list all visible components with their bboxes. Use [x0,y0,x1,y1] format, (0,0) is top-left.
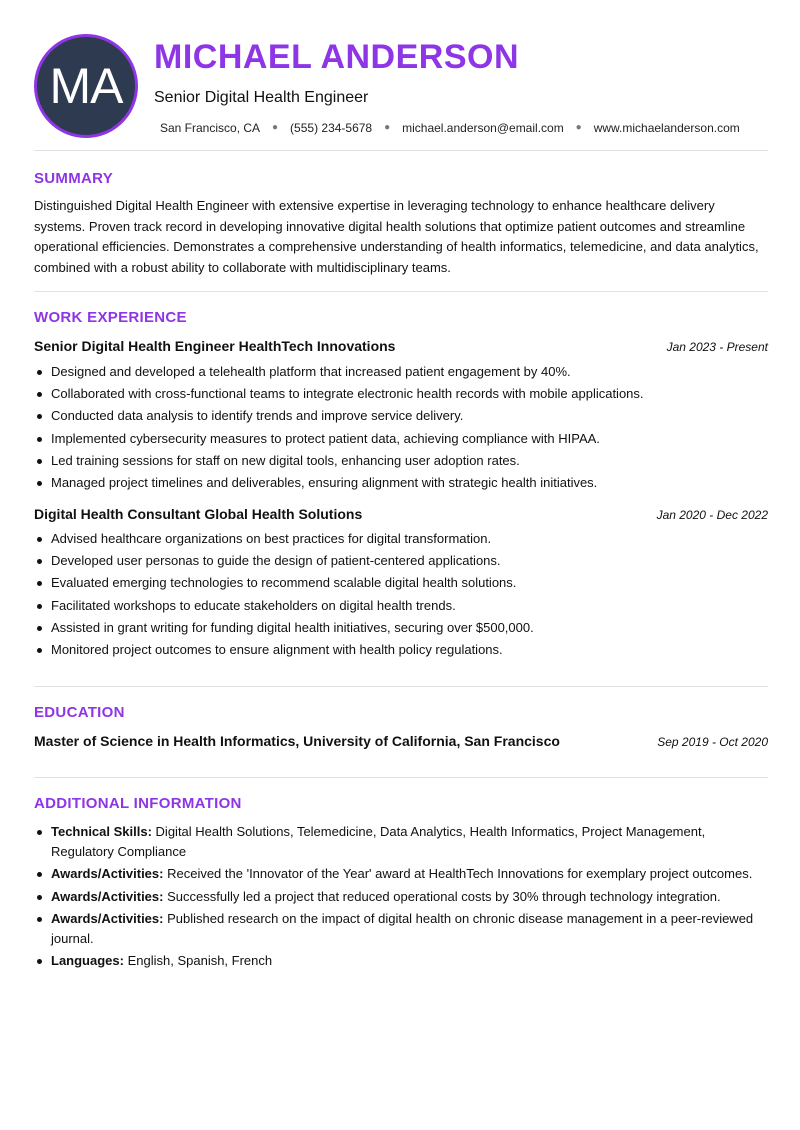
job-bullet-list [34,528,768,661]
info-text: Received the 'Innovator of the Year' award at HealthTech Innovations for exemplary project outcomes. [167,866,753,881]
summary-heading: SUMMARY [34,170,114,187]
section-divider [34,777,768,778]
contact-website[interactable]: www.michaelanderson.com [593,121,740,135]
info-text: Digital Health Solutions, Telemedicine, Data Analytics, Health Informatics, Project Management, Regulatory Compliance [51,824,706,859]
list-item: Collaborated with cross-functional teams to integrate electronic health records with mobile applications. [34,383,768,405]
list-item: Assisted in grant writing for funding digital health initiatives, securing over $500,000. [34,617,768,639]
job-header [34,506,768,524]
list-item [34,909,768,948]
info-text: English, Spanish, French [127,953,273,968]
list-item: Conducted data analysis to identify trends and improve service delivery. [34,405,768,427]
info-label: Languages: [51,953,124,968]
info-label: Awards/Activities: [51,911,164,926]
list-item: Implemented cybersecurity measures to protect patient data, achieving compliance with HIPAA. [34,428,768,450]
list-item: Monitored project outcomes to ensure alignment with health policy regulations. [34,639,768,661]
list-item: Developed user personas to guide the design of patient-centered applications. [34,550,768,572]
resume-header [34,34,768,138]
additional-info-list [34,822,768,974]
job-date: Jan 2020 - Dec 2022 [656,508,768,522]
list-item: Designed and developed a telehealth platform that increased patient engagement by 40%. [34,361,768,383]
bullet-separator-icon: ● [575,122,582,133]
section-divider [34,291,768,292]
section-divider [34,686,768,687]
list-item: Managed project timelines and deliverables, ensuring alignment with strategic health initiatives. [34,472,768,494]
info-text: Successfully led a project that reduced operational costs by 30% through technology integration. [167,888,721,904]
job-header [34,338,768,356]
info-label: Awards/Activities: [51,866,164,881]
job-date: Jan 2023 - Present [666,340,768,354]
additional-heading: ADDITIONAL INFORMATION [34,795,242,812]
avatar-initials: MA [49,58,123,114]
contact-phone[interactable]: (555) 234-5678 [290,121,373,135]
avatar [34,34,138,138]
list-item: Led training sessions for staff on new digital tools, enhancing user adoption rates. [34,450,768,472]
contact-bar [160,121,740,135]
bullet-separator-icon: ● [384,122,391,133]
bullet-separator-icon: ● [272,122,279,133]
section-divider [34,150,768,151]
contact-location: San Francisco, CA [160,121,261,135]
summary-text: Distinguished Digital Health Engineer with extensive expertise in leveraging technology to enhance healthcare delivery systems. Proven track record in developing innovative digital health solutions that optimize patient outcomes and streamline operational efficiencies. Demonstrates a comprehensive understanding of health informatics, telemedicine, and data analytics, combined with a robust ability to collaborate with multidisciplinary teams. [34,198,759,275]
info-label: Awards/Activities: [51,888,164,904]
list-item: Advised healthcare organizations on best practices for digital transformation. [34,528,768,550]
list-item [34,951,768,971]
education-entry [34,733,768,751]
list-item [34,822,768,861]
job-role: Digital Health Consultant Global Health Solutions [34,506,363,522]
list-item [34,864,768,884]
list-item: Facilitated workshops to educate stakeholders on digital health trends. [34,595,768,617]
job-role: Senior Digital Health Engineer HealthTech Innovations [34,338,396,354]
info-label: Technical Skills: [51,824,152,839]
list-item: Evaluated emerging technologies to recommend scalable digital health solutions. [34,572,768,594]
education-degree: Master of Science in Health Informatics, University of California, San Francisco [34,733,560,749]
job-bullet-list [34,361,768,494]
contact-email[interactable]: michael.anderson@email.com [402,121,564,135]
list-item [34,887,768,907]
candidate-name: MICHAEL ANDERSON [154,38,520,76]
education-date: Sep 2019 - Oct 2020 [657,735,768,749]
info-text: Published research on the impact of digital health on chronic disease management in a peer-reviewed journal. [51,911,754,946]
experience-heading: WORK EXPERIENCE [34,309,187,326]
education-heading: EDUCATION [34,704,125,721]
candidate-title: Senior Digital Health Engineer [154,89,369,106]
